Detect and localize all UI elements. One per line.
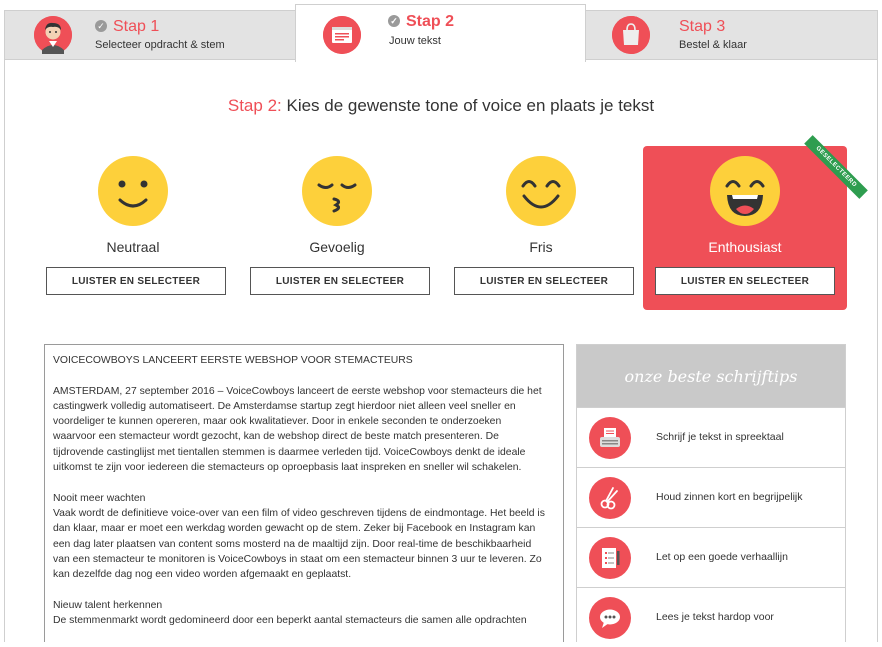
tone-neutraal[interactable] [31,146,235,310]
step-1-title [95,18,159,36]
tone-label: Enthousiast [708,239,782,255]
scissors-icon [589,477,631,519]
listen-select-button-neutraal[interactable]: LUISTER EN SELECTEER [46,267,226,295]
step-3[interactable] [586,10,878,60]
editor-paragraph: AMSTERDAM, 27 september 2016 – VoiceCowboys lanceert de eerste webshop voor stemacteurs die het castingwerk volledig automatiseert. De Amsterdamse startup zegt hierdoor niet alleen veel sneller en voordeliger te kunnen opereren, maar ook kwalitatiever. Door in enkele seconden te onderzoeken waarvoor een stemacteur wordt gezocht, kan de webshop direct de beste match presenteren. De tijdrovende castinglijst met tientallen stemmen is daarmee verleden tijd. VoiceCowboys denkt de ideale uitkomst te zijn voor iedereen die stemacteurs op oproepbasis laat inspreken en sneller wil schakelen. [53,385,542,474]
step-2-title-text: Stap 2 [406,13,455,30]
checklist-icon [589,537,631,579]
tip-item [577,527,845,587]
steps-bar [0,0,882,60]
step-2[interactable] [295,4,586,62]
step-3-subtitle: Bestel & klaar [679,39,747,51]
tip-item [577,407,845,467]
step-1-subtitle: Selecteer opdracht & stem [95,39,225,51]
step-2-subtitle: Jouw tekst [389,35,441,47]
page-title [0,96,882,116]
writing-tips-title: onze beste schrijftips [577,345,845,407]
tone-label: Fris [529,239,553,255]
speech-bubble-icon [589,597,631,639]
neutral-smiley-icon [98,156,168,226]
page-title-prefix: Stap 2: [227,96,282,115]
editor-paragraph: VOICECOWBOYS LANCEERT EERSTE WEBSHOP VOOR STEMACTEURS [53,355,413,366]
selected-badge [795,144,858,200]
typewriter-icon [589,417,631,459]
editor-paragraph: Nieuw talent herkennen De stemmenmarkt wordt gedomineerd door een beperkt aantal stemacteurs die samen alle opdrachten [53,599,527,627]
happy-smiley-icon [506,156,576,226]
tip-text: Lees je tekst hardop voor [656,611,774,623]
step-3-title: Stap 3 [679,18,726,35]
tip-text: Schrijf je tekst in spreektaal [656,431,784,443]
tone-enthousiast[interactable] [643,145,858,310]
tone-gevoelig[interactable] [235,146,439,310]
kissing-smiley-icon [302,156,372,226]
tip-text: Let op een goede verhaallijn [656,551,788,563]
step-1[interactable] [4,10,296,60]
document-icon [323,16,361,54]
page-title-text: Kies de gewenste tone of voice en plaats je tekst [286,96,655,115]
tip-item [577,467,845,527]
text-editor[interactable] [44,344,564,642]
check-icon: ✓ [95,20,107,32]
listen-select-button-enthousiast[interactable]: LUISTER EN SELECTEER [655,267,835,295]
bag-icon [612,16,650,54]
step-1-title-text: Stap 1 [113,18,160,35]
selected-badge-text: GESELECTEERD [804,135,868,199]
step-2-title [388,13,454,31]
tone-label: Gevoelig [309,239,365,255]
tip-text: Houd zinnen kort en begrijpelijk [656,491,803,503]
listen-select-button-fris[interactable]: LUISTER EN SELECTEER [454,267,634,295]
check-icon: ✓ [388,15,400,27]
listen-select-button-gevoelig[interactable]: LUISTER EN SELECTEER [250,267,430,295]
editor-paragraph: Nooit meer wachten Vaak wordt de definitieve voice-over van een film of video geschreven tijdens de eindmontage. Het beeld is dan klaar, maar er moet een werkdag worden gewacht op de stem. Zeker bij Facebook en Instagram kan een dag later plaatsen van content soms mosterd na de maaltijd zijn. Door real-time de beschikbaarheid van een stemacteur te monitoren is VoiceCowboys in staat om een stemacteur binnen 3 uur te leveren. Zo kan dezelfde dag nog een video worden afgemaakt en geplaatst. [53,492,545,581]
laughing-smiley-icon [710,156,780,226]
tip-item [577,587,845,647]
writing-tips-panel [576,344,846,642]
tone-fris[interactable] [439,146,643,310]
tone-label: Neutraal [106,239,160,255]
avatar-icon [34,16,72,54]
